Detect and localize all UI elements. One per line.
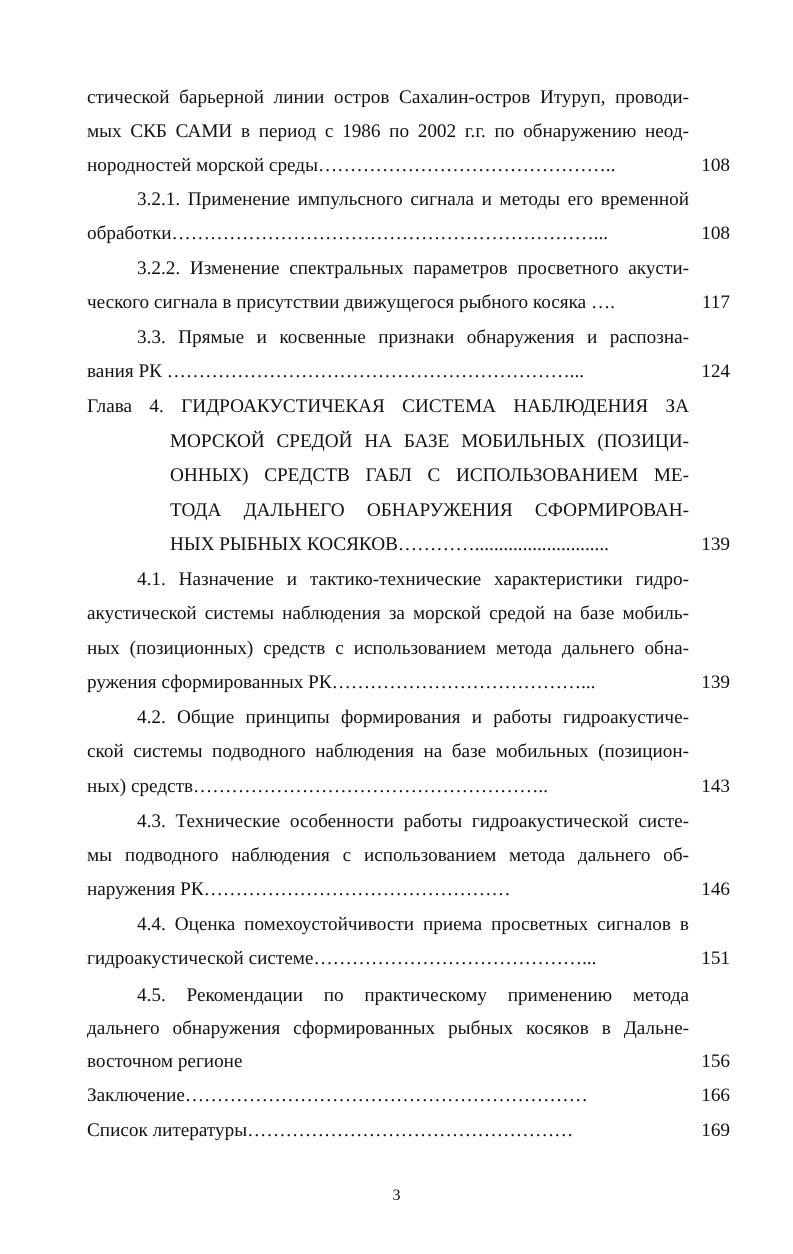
toc-page-number: 166 [701, 1085, 730, 1106]
toc-line: гидроакустической системе……………………………………... [87, 948, 597, 969]
toc-page-number: 117 [701, 292, 730, 313]
toc-line: акустической системы наблюдения за морской средой на базе мобиль- [87, 603, 689, 624]
toc-line: ных) средств……………………………………………….. [87, 776, 549, 797]
chapter-heading: МОРСКОЙ СРЕДОЙ НА БАЗЕ МОБИЛЬНЫХ (ПОЗИЦИ- [170, 431, 689, 452]
toc-line: восточном регионе [87, 1051, 243, 1072]
toc-line: 4.4. Оценка помехоустойчивости приема просветных сигналов в [137, 914, 689, 935]
chapter-heading: ТОДА ДАЛЬНЕГО ОБНАРУЖЕНИЯ СФОРМИРОВАН- [170, 500, 689, 521]
toc-line: 3.3. Прямые и косвенные признаки обнаружения и распозна- [137, 327, 689, 348]
toc-line: Список литературы…………………………………………… [87, 1120, 574, 1141]
toc-page-number: 108 [701, 155, 730, 176]
toc-page-number: 108 [701, 223, 730, 244]
toc-page-number: 139 [701, 534, 730, 555]
toc-page-number: 156 [701, 1051, 730, 1072]
toc-page-number: 151 [701, 948, 730, 969]
toc-line: 4.1. Назначение и тактико-технические характеристики гидро- [137, 569, 689, 590]
toc-line: ружения сформированных РК…………………………………... [87, 672, 596, 693]
toc-line: 4.5. Рекомендации по практическому применению метода [137, 985, 689, 1006]
toc-page-number: 139 [701, 672, 730, 693]
toc-page-number: 124 [701, 361, 730, 382]
toc-line: стической барьерной линии остров Сахалин-остров Итуруп, проводи- [87, 87, 689, 108]
toc-line: нородностей морской среды……………………………………….. [87, 155, 616, 176]
toc-line: мых СКБ САМИ в период с 1986 по 2002 г.г. по обнаружению неод- [87, 121, 689, 142]
toc-line: 4.2. Общие принципы формирования и работы гидроакустиче- [137, 707, 689, 728]
toc-line: мы подводного наблюдения с использованием метода дальнего об- [87, 845, 689, 866]
toc-line: обработки…………………………………………………………... [87, 223, 609, 244]
page-number-footer: 3 [392, 1187, 401, 1204]
chapter-heading: НЫХ РЫБНЫХ КОСЯКОВ…………............................ [170, 534, 609, 555]
chapter-heading: ОННЫХ) СРЕДСТВ ГАБЛ С ИСПОЛЬЗОВАНИЕМ МЕ- [170, 465, 689, 486]
toc-page-number: 146 [701, 879, 730, 900]
toc-line: вания РК ………………………………………………………... [87, 361, 585, 382]
toc-line: 4.3. Технические особенности работы гидроакустической систе- [137, 811, 689, 832]
toc-line: ческого сигнала в присутствии движущегося рыбного косяка …. [87, 292, 615, 313]
toc-page-number: 169 [701, 1120, 730, 1141]
toc-line: ных (позиционных) средств с использованием метода дальнего обна- [87, 638, 689, 659]
toc-line: дальнего обнаружения сформированных рыбных косяков в Дальне- [87, 1018, 689, 1039]
toc-line: Заключение……………………………………………………… [87, 1085, 588, 1106]
toc-line: наружения РК………………………………………… [87, 879, 511, 900]
toc-line: 3.2.2. Изменение спектральных параметров просветного акусти- [137, 258, 689, 279]
toc-line: ской системы подводного наблюдения на базе мобильных (позицион- [87, 741, 689, 762]
chapter-heading: Глава 4. ГИДРОАКУСТИЧЕКАЯ СИСТЕМА НАБЛЮДЕНИЯ ЗА [87, 396, 689, 417]
toc-line: 3.2.1. Применение импульсного сигнала и методы его временной [137, 189, 689, 210]
toc-page-number: 143 [701, 776, 730, 797]
